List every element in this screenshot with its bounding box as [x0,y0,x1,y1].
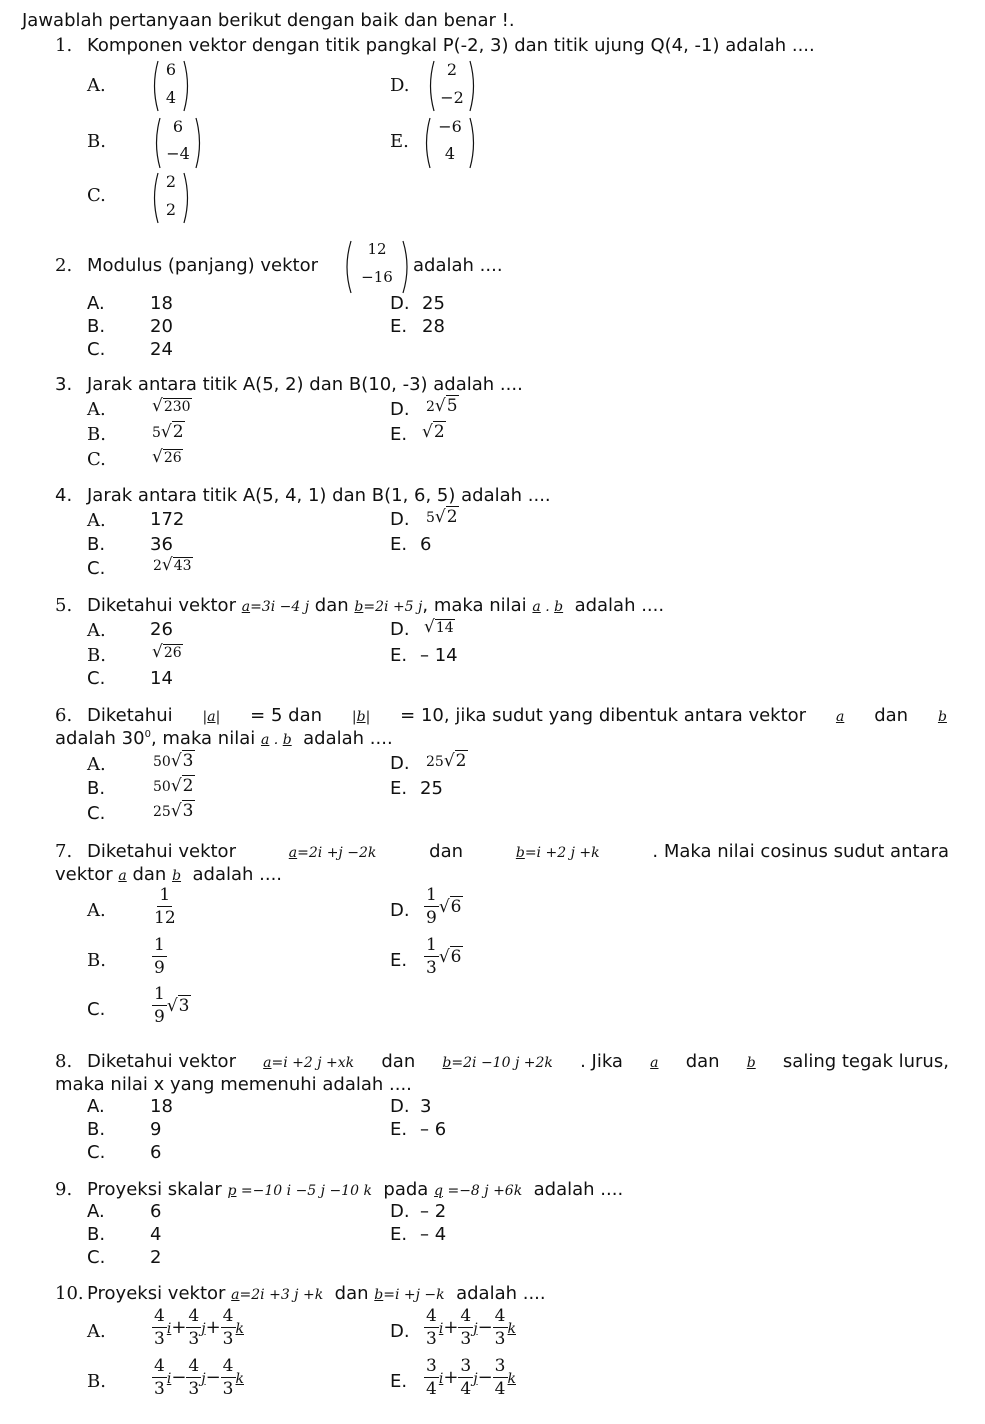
q6-number: 6. [55,705,73,726]
q6-option-c-value: 25√3 [153,801,194,821]
q5-number: 5. [55,595,73,616]
q5-option-b-label: B. [87,645,106,666]
q4-option-b-value: 36 [150,534,173,555]
q7-option-b-value: $\frac{1}{9}$ [154,935,165,978]
q8-option-c-value: 6 [150,1142,162,1163]
q3-number: 3. [55,374,73,395]
q6-degree: 0 [144,729,151,740]
q1-number: 1. [55,35,73,56]
q1-option-c-top: 2 [165,172,177,191]
q7-option-c-value: $\frac{1}{9}$ √3 [154,984,190,1027]
q8-text1: Diketahui vektor [87,1051,236,1072]
q9-option-e-value: – 4 [420,1224,447,1245]
q6-text3: = 10, jika sudut yang dibentuk antara vektor [400,705,807,726]
q9-text3: adalah .... [533,1179,624,1200]
q1-option-e-label: E. [390,131,409,152]
q6-option-a-label: A. [87,754,106,775]
q10-text3: adalah .... [456,1283,546,1304]
q2-option-b-value: 20 [150,316,173,337]
q6-text7: adalah .... [303,728,393,749]
q8-text4: dan [685,1051,720,1072]
q6-line1 [87,707,947,725]
q5-option-c-value: 14 [150,668,173,689]
q5-dot-product: a . b [532,599,564,615]
q9-vector-p: p =−10 i −5 j −10 k [227,1183,372,1199]
q8-option-b-value: 9 [150,1119,162,1140]
q10-line [87,1285,546,1303]
q2-option-b-label: B. [87,316,106,337]
q3-option-a-label: A. [87,399,106,420]
q9-text2: pada [383,1179,429,1200]
q5-vector-b: b=2i +5 j [354,599,423,615]
q1-option-c-label: C. [87,185,106,206]
q10-option-d-value: $\frac{4}{3}$ i+ $\frac{4}{3}$ j− $\frac{4}{3}$ k [426,1306,516,1349]
q7-text3: . Maka nilai cosinus sudut antara [652,841,949,862]
q8-option-c-label: C. [87,1142,106,1163]
q10-number: 10. [55,1283,84,1304]
q9-option-c-label: C. [87,1247,106,1268]
q3-option-b-value: 5√2 [152,422,184,442]
q6-option-b-label: B. [87,778,106,799]
q6-text6: , maka nilai [150,728,256,749]
q8-option-d-label: D. [390,1096,410,1117]
q7-vector-a-ref: a [118,868,127,884]
q3-text: Jarak antara titik A(5, 2) dan B(10, -3) adalah .... [87,374,523,395]
q3-option-d-label: D. [390,399,410,420]
q5-option-b-value: √26 [152,642,182,662]
q1-option-b-top: 6 [172,117,184,136]
q6-option-d-value: 25√2 [426,751,467,771]
q7-text6: adalah .... [192,864,283,885]
q4-option-a-label: A. [87,510,106,531]
q9-text1: Proyeksi skalar [87,1179,222,1200]
q10-option-a-value: $\frac{4}{3}$ i+ $\frac{4}{3}$ j+ $\frac{4}{3}$ k [154,1306,244,1349]
q2-text-before: Modulus (panjang) vektor [87,255,319,276]
q7-line2 [55,866,282,884]
q8-vector-b-ref: b [746,1055,756,1071]
q8-option-b-label: B. [87,1119,106,1140]
q1-option-a-top: 6 [165,60,177,79]
q1-option-d-top: 2 [446,60,458,79]
q7-option-e-value: $\frac{1}{3}$ √6 [426,935,462,978]
q2-vector-top: 12 [367,240,387,258]
q5-line [87,597,664,615]
q6-option-a-value: 50√3 [153,751,194,771]
q5-vector-a: a=3i −4 j [241,599,310,615]
q9-option-a-label: A. [87,1201,105,1222]
q1-option-b-bottom: −4 [166,144,190,163]
q3-option-b-label: B. [87,424,106,445]
q2-text-after: adalah .... [413,255,503,276]
q8-text3: . Jika [580,1051,623,1072]
q7-option-b-label: B. [87,950,106,971]
q7-text4: vektor [55,864,113,885]
q10-text2: dan [334,1283,369,1304]
q3-option-c-value: √26 [152,447,182,467]
q10-text1: Proyeksi vektor [87,1283,226,1304]
q7-vector-a: a=2i +j −2k [288,845,377,861]
q7-number: 7. [55,841,73,862]
q6-vector-b: b [937,709,947,725]
q10-vector-b: b=i +j −k [374,1287,445,1303]
q6-option-e-label: E. [390,778,408,799]
q10-option-d-label: D. [390,1321,410,1342]
q6-text1: Diketahui [87,705,173,726]
q1-option-b-label: B. [87,131,106,152]
q7-option-a-value: $\frac{1}{12}$ [154,885,176,928]
q2-option-e-value: 28 [422,316,445,337]
q4-text: Jarak antara titik A(5, 4, 1) dan B(1, 6, 5) adalah .... [87,485,551,506]
q7-option-e-label: E. [390,950,408,971]
q5-option-c-label: C. [87,668,106,689]
q5-text4: adalah .... [574,595,665,616]
q9-option-e-label: E. [390,1224,408,1245]
q9-option-b-value: 4 [150,1224,162,1245]
q9-option-c-value: 2 [150,1247,162,1268]
q6-line2 [55,730,393,748]
q2-option-c-label: C. [87,339,106,360]
q6-vector-a: a [835,709,845,725]
q4-option-e-value: 6 [420,534,432,555]
q5-text1: Diketahui vektor [87,595,236,616]
instruction: Jawablah pertanyaan berikut dengan baik dan benar !. [22,10,515,31]
q3-option-a-value: √230 [152,396,191,416]
q8-line1 [87,1053,949,1071]
q9-option-b-label: B. [87,1224,106,1245]
q7-vector-b: b=i +2 j +k [515,845,600,861]
q2-option-d-value: 25 [422,293,445,314]
q7-vector-b-ref: b [172,868,182,884]
q9-number: 9. [55,1179,73,1200]
q10-option-b-label: B. [87,1371,106,1392]
q7-text1: Diketahui vektor [87,841,236,862]
q6-dot-product: a . b [260,732,292,748]
q10-option-a-label: A. [87,1321,106,1342]
q5-option-a-label: A. [87,620,106,641]
q3-option-e-label: E. [390,424,408,445]
q4-number: 4. [55,485,73,506]
q4-option-b-label: B. [87,534,106,555]
q5-option-e-label: E. [390,645,408,666]
q6-abs-a: |a| [202,709,221,725]
q1-option-c-bottom: 2 [165,200,177,219]
q9-option-d-label: D. [390,1201,410,1222]
q9-option-d-value: – 2 [420,1201,447,1222]
q1-option-d-label: D. [390,75,410,96]
q1-option-e-bottom: 4 [444,144,456,163]
q2-number: 2. [55,255,73,276]
q3-option-c-label: C. [87,449,106,470]
q8-option-e-label: E. [390,1119,408,1140]
q2-option-e-label: E. [390,316,408,337]
q5-option-d-label: D. [390,619,410,640]
q10-option-e-value: $\frac{3}{4}$ i+ $\frac{3}{4}$ j− $\frac{3}{4}$ k [426,1356,516,1399]
q6-option-b-value: 50√2 [153,776,194,796]
q2-option-d-label: D. [390,293,410,314]
q4-option-a-value: 172 [150,509,185,530]
q4-option-c-label: C. [87,558,106,579]
q1-option-a-label: A. [87,75,106,96]
q8-vector-a: a=i +2 j +xk [263,1055,355,1071]
q5-option-a-value: 26 [150,619,173,640]
q8-option-a-label: A. [87,1096,105,1117]
q8-vector-a-ref: a [650,1055,659,1071]
q10-option-b-value: $\frac{4}{3}$ i− $\frac{4}{3}$ j− $\frac{4}{3}$ k [154,1356,244,1399]
q6-text4: dan [874,705,909,726]
q9-option-a-value: 6 [150,1201,162,1222]
q6-text2: = 5 dan [250,705,323,726]
q8-text6: maka nilai x yang memenuhi adalah .... [55,1074,412,1095]
q8-option-a-value: 18 [150,1096,173,1117]
q7-line1 [87,843,949,861]
q2-option-a-label: A. [87,293,105,314]
q5-text2: dan [314,595,349,616]
q6-option-c-label: C. [87,803,106,824]
q6-option-e-value: 25 [420,778,443,799]
q3-option-e-value: √2 [422,422,445,442]
q4-option-d-label: D. [390,509,410,530]
q9-vector-q: q =−8 j +6k [434,1183,523,1199]
q2-option-a-value: 18 [150,293,173,314]
q6-abs-b: |b| [351,709,371,725]
q5-option-e-value: – 14 [420,645,458,666]
q10-option-e-label: E. [390,1371,408,1392]
q3-option-d-value: 2√5 [426,396,458,416]
q7-option-d-label: D. [390,900,410,921]
q8-text2: dan [381,1051,416,1072]
q9-line [87,1181,623,1199]
q2-option-c-value: 24 [150,339,173,360]
q1-option-e-top: −6 [438,117,462,136]
q4-option-e-label: E. [390,534,408,555]
q1-text: Komponen vektor dengan titik pangkal P(-2, 3) dan titik ujung Q(4, -1) adalah .... [87,35,815,56]
q5-text3: , maka nilai [422,595,527,616]
q8-number: 8. [55,1051,73,1072]
q7-text2: dan [429,841,464,862]
q4-option-d-value: 5√2 [426,507,458,527]
q8-option-d-value: 3 [420,1096,432,1117]
q2-vector-bottom: −16 [361,268,393,286]
q8-text5: saling tegak lurus, [782,1051,949,1072]
q8-option-e-value: – 6 [420,1119,447,1140]
q7-option-d-value: $\frac{1}{9}$ √6 [426,885,462,928]
q7-option-a-label: A. [87,900,106,921]
q6-text5: adalah 30 [55,728,145,749]
q6-option-d-label: D. [390,753,410,774]
q10-vector-a: a=2i +3 j +k [231,1287,324,1303]
q7-option-c-label: C. [87,999,106,1020]
q8-vector-b: b=2i −10 j +2k [442,1055,553,1071]
q4-option-c-value: 2√43 [153,555,192,575]
q7-text5: dan [132,864,167,885]
q5-option-d-value: √14 [424,617,454,637]
q1-option-d-bottom: −2 [440,88,464,107]
q1-option-a-bottom: 4 [165,88,177,107]
